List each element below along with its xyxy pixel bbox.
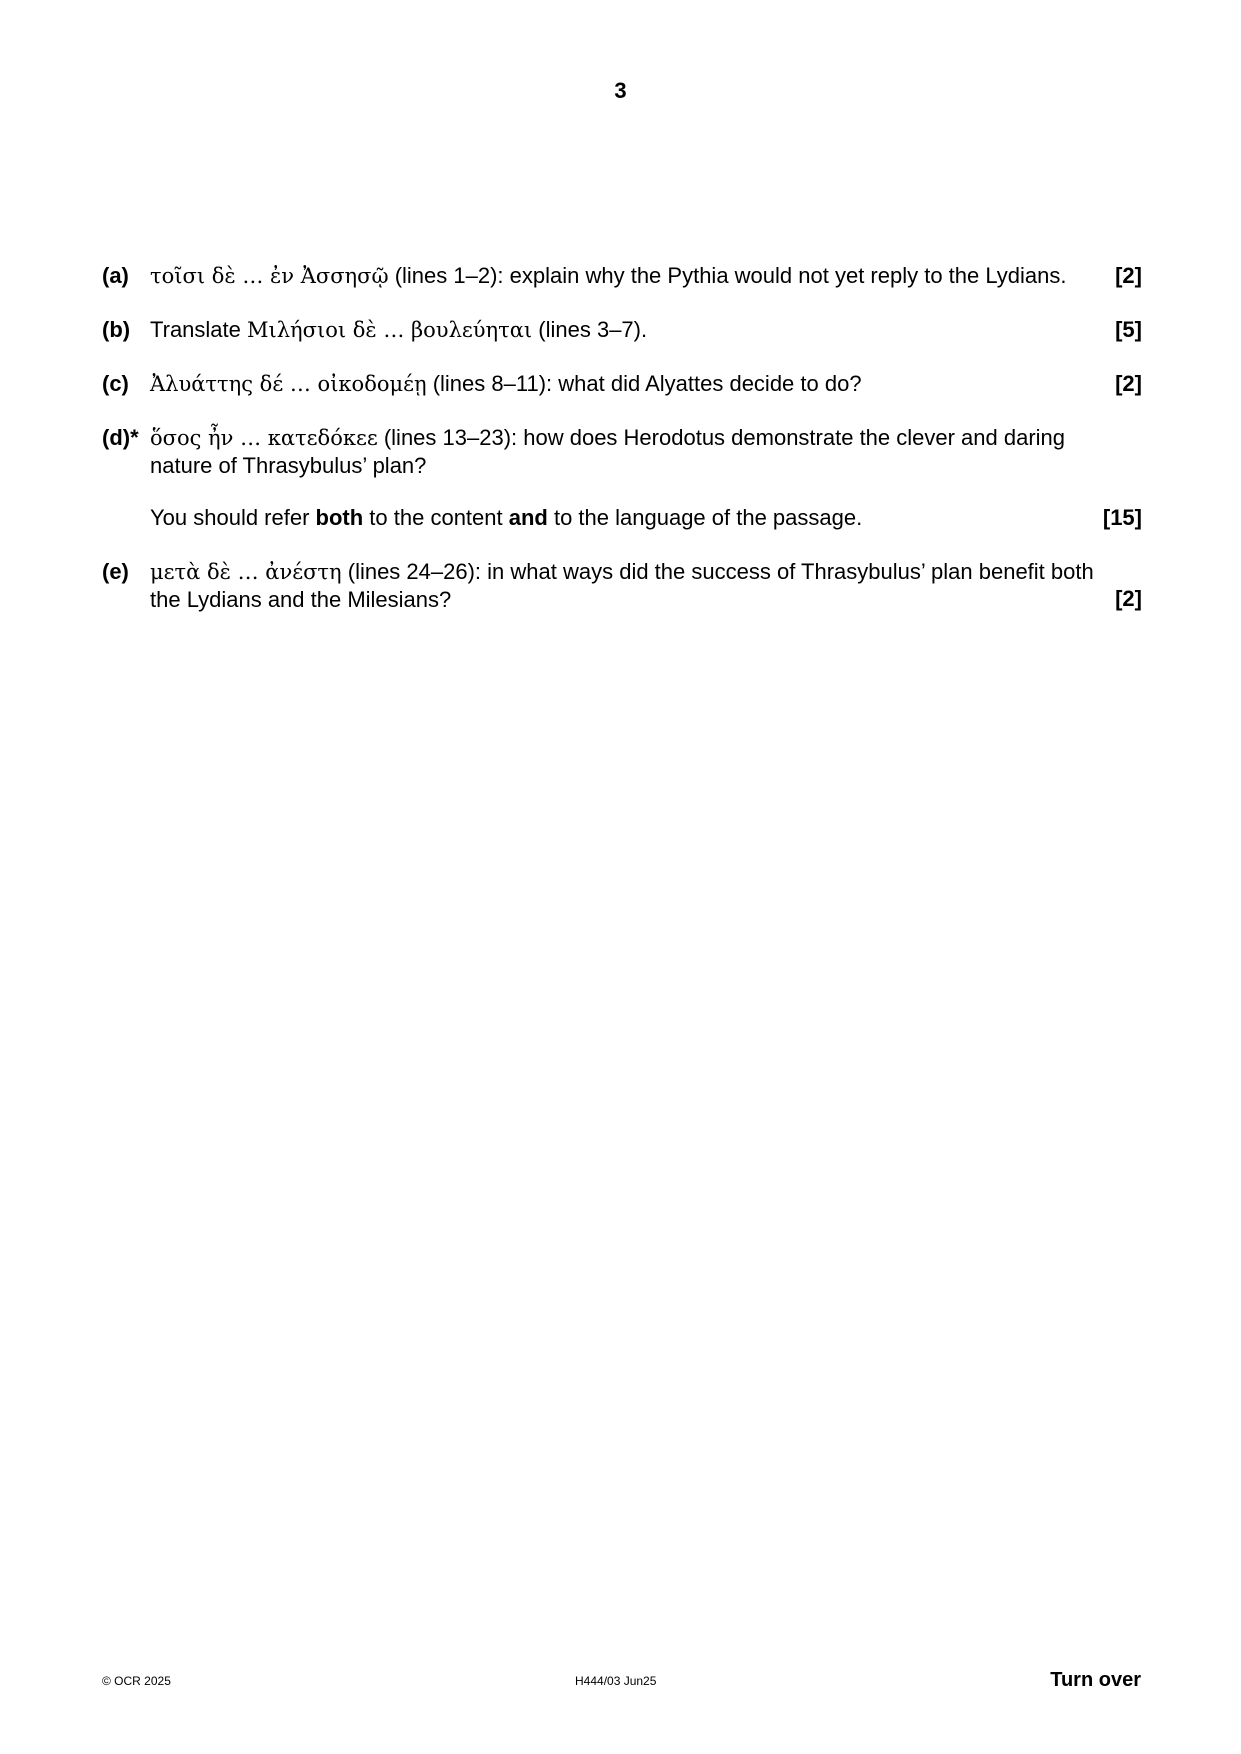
question-prompt: (lines 1–2): explain why the Pythia would not yet reply to the Lydians.: [388, 263, 1067, 288]
greek-quote: Μιλήσιοι δὲ … βουλεύηται: [247, 318, 533, 342]
question-text: [150, 370, 1090, 398]
marks: [2]: [1115, 586, 1142, 611]
greek-quote: Ἀλυάττης δέ … οἰκοδομέῃ: [150, 372, 427, 396]
question-d: [102, 424, 1142, 534]
marks: [15]: [1102, 505, 1142, 530]
question-label: (e): [102, 559, 129, 584]
question-text: [150, 316, 1090, 344]
question-text: [150, 558, 1110, 613]
marks: [5]: [1115, 317, 1142, 342]
question-e: [102, 558, 1142, 618]
question-c: [102, 370, 1142, 400]
question-instruction: You should refer both to the content and to the language of the passage.: [150, 505, 863, 530]
question-text: [150, 262, 1090, 290]
greek-quote: τοῖσι δὲ … ἐν Ἀσσησῷ: [150, 264, 389, 288]
footer-paper-code: H444/03 Jun25: [575, 1674, 657, 1688]
turn-over: Turn over: [1050, 1669, 1141, 1691]
marks: [2]: [1115, 371, 1142, 396]
question-prompt: (lines 8–11): what did Alyattes decide to do?: [426, 371, 862, 396]
question-prompt: (lines 3–7).: [532, 317, 648, 342]
marks: [2]: [1115, 263, 1142, 288]
question-prefix: Translate: [150, 317, 248, 342]
question-label: (b): [102, 317, 131, 342]
question-label: (a): [102, 263, 129, 288]
page-number: 3: [614, 78, 627, 103]
greek-quote: ὅσος ἦν … κατεδόκεε: [150, 426, 378, 450]
question-label: (c): [102, 371, 129, 396]
question-a: [102, 262, 1142, 292]
footer-copyright: © OCR 2025: [102, 1674, 171, 1688]
question-prompt: (lines 24–26): in what ways did the success of Thrasybulus’ plan benefit both the Lydians and the Milesians?: [150, 559, 1094, 612]
question-prompt: (lines 13–23): how does Herodotus demonstrate the clever and daring nature of Thrasybulus’ plan?: [150, 425, 1066, 478]
question-b: [102, 316, 1142, 346]
question-label: (d)*: [102, 425, 139, 450]
greek-quote: μετὰ δὲ … ἀνέστη: [150, 560, 342, 584]
question-text: [150, 424, 1110, 479]
